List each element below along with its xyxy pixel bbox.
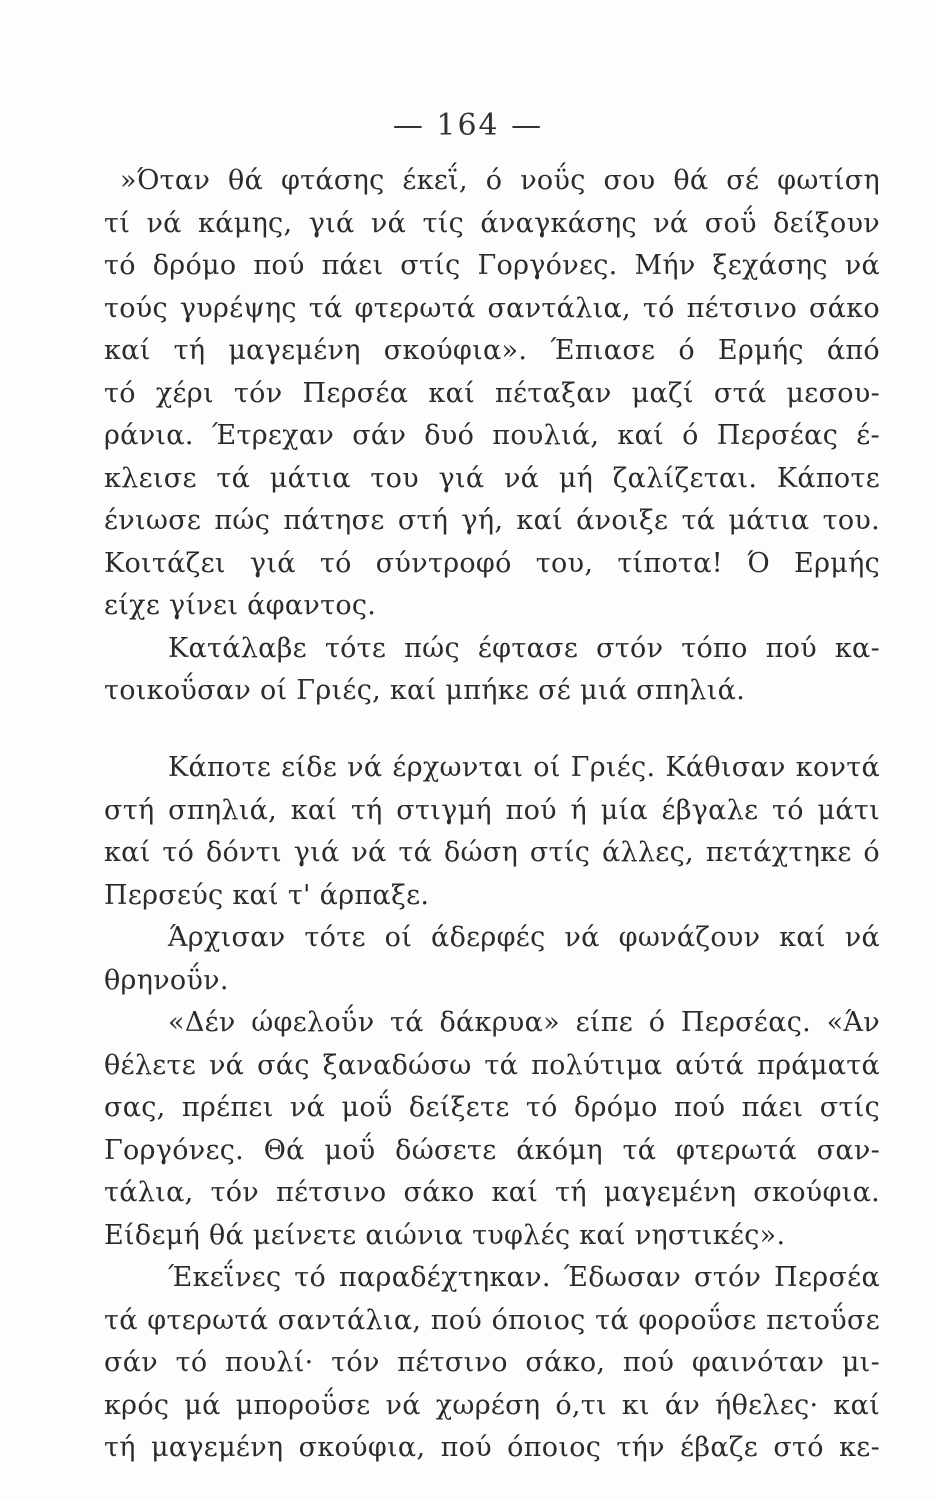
text-line: Έκεΐνες τό παραδέχτηκαν. Έδωσαν στόν Περσέα	[168, 1262, 880, 1293]
text-line: Κοιτάζει γιά τό σύντροφό του, τίποτα! Ό Ερμής	[104, 547, 880, 579]
paragraph-block-top	[104, 160, 880, 713]
text-line: στή σπηλιά, καί τή στιγμή πού ή μία έβγαλε τό μάτι	[104, 794, 880, 826]
text-line: τάλια, τόν πέτσινο σάκο καί τή μαγεμένη σκούφια.	[104, 1177, 880, 1208]
text-line: Κάποτε είδε νά έρχωνται οί Γριές. Κάθισαν κοντά	[168, 752, 880, 783]
text-line: καί τή μαγεμένη σκούφια». Έπιασε ό Ερμής άπό	[104, 335, 880, 366]
paragraph-block-bottom	[104, 747, 880, 1470]
text-line: σάν τό πουλί· τόν πέτσινο σάκο, πού φαινόταν μι-	[104, 1347, 880, 1378]
text-line: τή μαγεμένη σκούφια, πού όποιος τήν έβαζε στό κε-	[104, 1432, 880, 1463]
text-line: σας, πρέπει νά μοΰ δείξετε τό δρόμο πού πάει στίς	[104, 1092, 880, 1123]
text-line: τούς γυρέψης τά φτερωτά σαντάλια, τό πέτσινο σάκο	[104, 292, 880, 324]
text-line: τοικοΰσαν οί Γριές, καί μπήκε σέ μιά σπηλιά.	[104, 675, 746, 706]
text-line: «Δέν ώφελοΰν τά δάκρυα» είπε ό Περσέας. «Άν	[168, 1007, 880, 1038]
text-line: Κατάλαβε τότε πώς έφτασε στόν τόπο πού κα-	[168, 632, 880, 664]
text-line: τά φτερωτά σαντάλια, πού όποιος τά φοροΰσε πετοΰσε	[104, 1304, 880, 1336]
text-line: Άρχισαν τότε οί άδερφές νά φωνάζουν καί νά	[168, 922, 880, 953]
text-line: θρηνοΰν.	[104, 964, 229, 996]
text-line: είχε γίνει άφαντος.	[104, 590, 377, 621]
page-number: — 164 —	[392, 108, 544, 143]
text-line: καί τό δόντι γιά νά τά δώση στίς άλλες, πετάχτηκε ό	[104, 837, 880, 868]
text-line: »Όταν θά φτάσης έκεΐ, ό νοΰς σου θά σέ φωτίση	[120, 165, 880, 196]
text-line: τό χέρι τόν Περσέα καί πέταξαν μαζί στά μεσου-	[104, 377, 880, 409]
text-line: Είδεμή θά μείνετε αιώνια τυφλές καί νηστικές».	[104, 1219, 786, 1251]
text-line: ράνια. Έτρεχαν σάν δυό πουλιά, καί ό Περσέας έ-	[104, 420, 880, 451]
text-line: κλεισε τά μάτια του γιά νά μή ζαλίζεται. Κάποτε	[104, 462, 880, 494]
text-line: Γοργόνες. Θά μοΰ δώσετε άκόμη τά φτερωτά σαν-	[104, 1134, 880, 1166]
text-line: κρός μά μποροΰσε νά χωρέση ό,τι κι άν ήθελες· καί	[104, 1389, 880, 1421]
text-line: τί νά κάμης, γιά νά τίς άναγκάσης νά σοΰ δείξουν	[104, 207, 880, 239]
text-line: Περσεύς καί τ' άρπαξε.	[104, 879, 430, 911]
text-line: ένιωσε πώς πάτησε στή γή, καί άνοιξε τά μάτια του.	[104, 505, 880, 536]
text-line: τό δρόμο πού πάει στίς Γοργόνες. Μήν ξεχάσης νά	[104, 250, 880, 281]
text-line: θέλετε νά σάς ξαναδώσω τά πολύτιμα αύτά πράματά	[104, 1049, 880, 1081]
